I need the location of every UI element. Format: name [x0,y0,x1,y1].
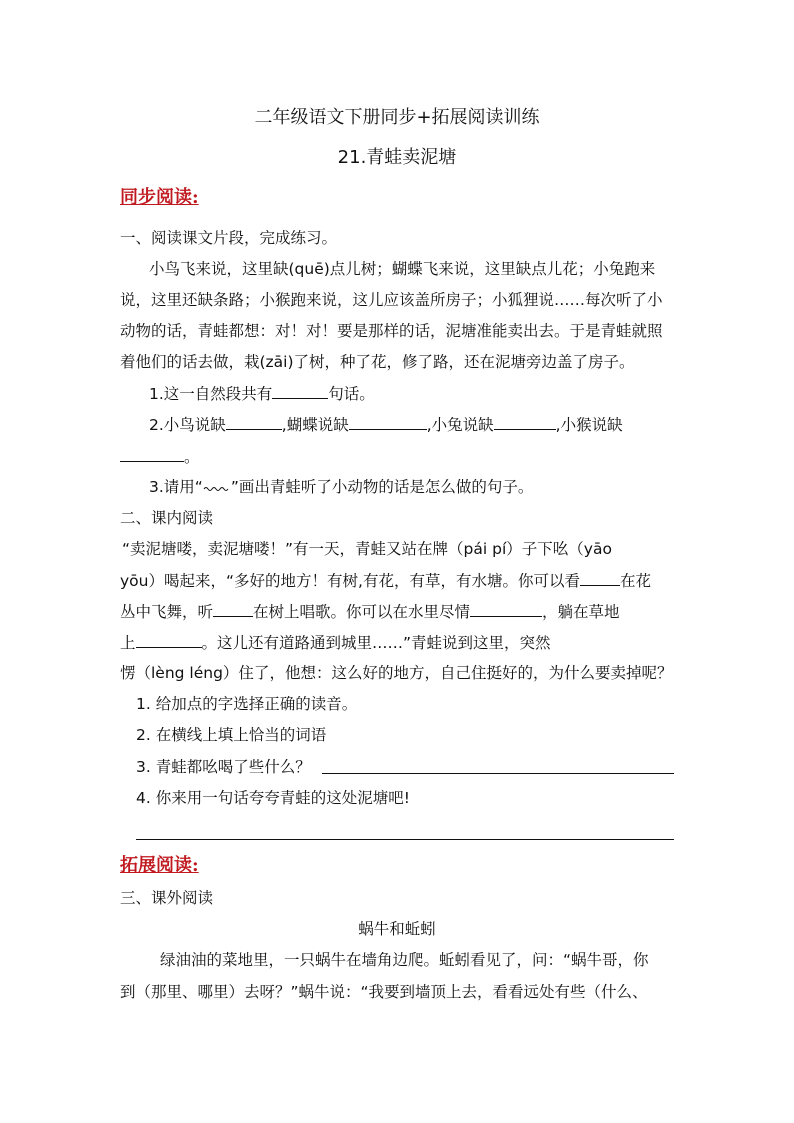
question-item: 1. 给加点的字选择正确的读音。 [136,695,358,713]
answer-blank[interactable] [470,601,542,617]
question-text: ,蝴蝶说缺 [281,416,349,434]
answer-blank[interactable] [494,414,556,430]
passage-line: 绿油油的菜地里，一只蜗牛在墙角边爬。蚯蚓看见了，问：“蜗牛哥，你 [160,951,649,969]
passage-text: 在花 [619,572,651,590]
passage-line [120,601,620,622]
answer-blank[interactable] [272,383,328,399]
question-text: ,小兔说缺 [426,416,494,434]
question-2-continued [120,446,200,467]
question-3 [149,477,533,497]
part1-label: 一、阅读课文片段，完成练习。 [120,229,338,247]
lesson-title: 21.青蛙卖泥塘 [337,147,457,168]
question-text: 。 [184,448,200,466]
passage-line: 愣（lèng léng）住了，他想：这么好的地方，自己住挺好的，为什么要卖掉呢？ [120,664,673,682]
wavy-underline-icon [203,482,231,492]
passage-text: ，躺在草地 [542,603,620,621]
document-title: 二年级语文下册同步+拓展阅读训练 [254,107,540,128]
answer-blank[interactable] [349,414,427,430]
question-item: 2. 在横线上填上恰当的词语 [136,726,327,744]
question-text: 2.小鸟说缺 [149,416,226,434]
extend-reading-heading: 拓展阅读: [120,855,199,876]
story-title: 蜗牛和蚯蚓 [358,920,436,938]
passage-text: 在树上唱歌。你可以在水里尽情 [253,603,471,621]
answer-blank[interactable] [136,632,202,648]
part2-label: 二、课内阅读 [120,509,214,527]
passage-line: 到（那里、哪里）去呀？”蜗牛说：“我要到墙顶上去，看看远处有些（什么、 [120,983,648,1001]
part3-label: 三、课外阅读 [120,889,214,907]
passage-text: yōu）喝起来，“多好的地方！有树,有花，有草，有水塘。你可以看 [120,572,580,590]
passage-line: 动物的话，青蛙都想：对！对！要是那样的话，泥塘准能卖出去。于是青蛙就照 [120,322,663,340]
sync-reading-heading: 同步阅读: [120,187,199,208]
question-item: 3. 青蛙都吆喝了些什么？ [136,758,311,776]
question-text: 句话。 [328,385,375,403]
question-1 [149,383,375,404]
passage-line: “卖泥塘喽，卖泥塘喽！”有一天，青蛙又站在牌（pái pí）子下吆（yāo [122,540,612,558]
passage-line: 着他们的话去做，栽(zāi)了树，种了花，修了路，还在泥塘旁边盖了房子。 [120,353,635,371]
answer-line[interactable] [322,773,674,774]
answer-line[interactable] [136,839,674,840]
question-item: 4. 你来用一句话夸夸青蛙的这处泥塘吧! [136,789,410,807]
question-text: 1.这一自然段共有 [149,385,273,403]
passage-line [120,632,551,653]
answer-blank[interactable] [580,570,620,586]
question-text: ”画出青蛙听了小动物的话是怎么做的句子。 [230,478,534,496]
answer-blank[interactable] [213,601,253,617]
question-2 [149,414,623,435]
passage-text: 丛中飞舞，听 [120,603,214,621]
passage-line: 说，这里还缺条路；小猴跑来说，这儿应该盖所房子；小狐狸说……每次听了小 [120,291,663,309]
passage-text: 上 [120,634,136,652]
passage-text: 。这儿还有道路通到城里……”青蛙说到这里，突然 [201,634,551,652]
passage-line [120,570,651,591]
passage-line: 小鸟飞来说，这里缺(quē)点儿树；蝴蝶飞来说，这里缺点儿花；小兔跑来 [149,260,656,278]
answer-blank[interactable] [120,446,184,462]
question-text: 3.请用“ [149,478,203,496]
question-text: ,小猴说缺 [555,416,623,434]
answer-blank[interactable] [226,414,282,430]
